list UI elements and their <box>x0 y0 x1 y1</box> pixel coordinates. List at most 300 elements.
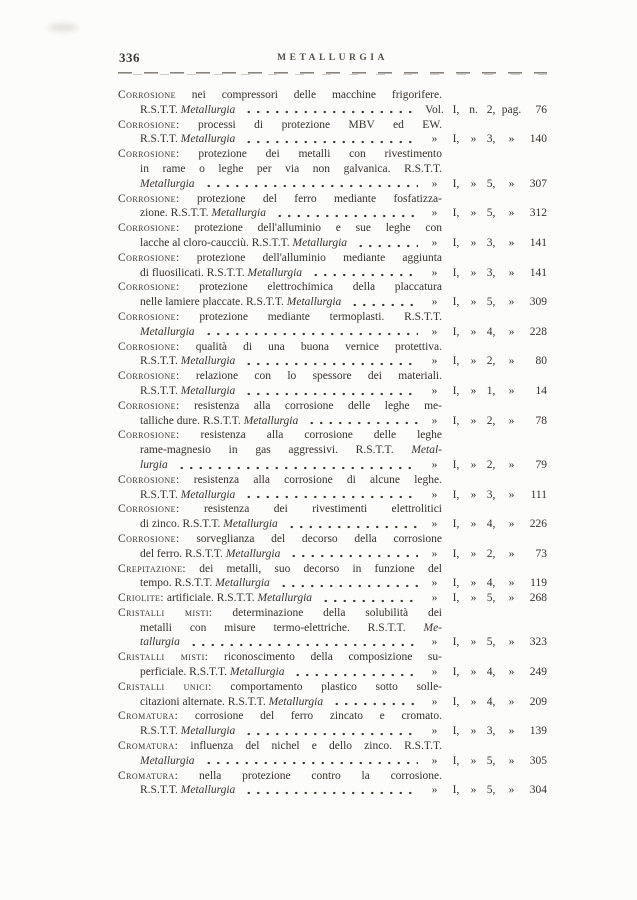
entry-reference <box>421 177 547 192</box>
ref-vol-label: » <box>431 784 438 797</box>
entry-line <box>118 443 442 458</box>
ref-vol-label: » <box>431 592 438 605</box>
entry-text <box>140 635 180 650</box>
text-segment: di fluosilicati. R.S.T.T. <box>140 266 248 279</box>
entry-line <box>118 295 547 310</box>
dot-leader <box>348 295 418 310</box>
ref-issue: 4, <box>486 695 496 708</box>
dot-leader <box>242 354 418 369</box>
entry-term: Cristalli unici: <box>118 680 212 693</box>
text-segment: zione. R.S.T.T. <box>140 207 212 220</box>
entry-line <box>118 473 442 488</box>
ref-vol: I, <box>452 784 460 797</box>
ref-issue: 4, <box>486 325 496 338</box>
entry-text <box>118 280 442 295</box>
ref-page: 73 <box>535 547 547 560</box>
entry-line <box>118 266 547 281</box>
entry-text <box>118 399 442 414</box>
dot-leader <box>309 266 418 281</box>
ref-vol: I, <box>452 414 460 427</box>
text-segment: protezione dell'alluminio mediante aggiunta <box>179 251 442 264</box>
entry-line <box>118 310 442 325</box>
ref-page: 141 <box>529 266 547 279</box>
entry-line <box>118 709 442 724</box>
entry-text <box>140 621 442 636</box>
text-segment: relazione con lo spessore dei materiali. <box>179 370 442 383</box>
entry-text <box>118 147 442 162</box>
text-segment: in rame o leghe per via non galvanica. R.S.T.T. <box>140 162 442 175</box>
entry-text <box>118 650 442 665</box>
ref-vol: I, <box>452 577 460 590</box>
text-segment: dei metalli, suo decorso in funzione del <box>186 562 442 575</box>
index-entry <box>118 88 547 118</box>
ref-page-label: » <box>508 458 515 471</box>
entry-line <box>118 221 442 236</box>
entry-text <box>140 177 195 192</box>
entry-reference <box>421 547 547 562</box>
ref-issue: 3, <box>486 236 496 249</box>
text-segment: R.S.T.T. <box>140 384 181 397</box>
text-segment: resistenza alla corrosione di alcune leghe. <box>179 473 442 486</box>
entry-text <box>118 118 442 133</box>
ref-issue: 4, <box>486 577 496 590</box>
journal-title: Metallurgia <box>211 207 266 220</box>
ref-page: 305 <box>529 754 547 767</box>
ref-issue-label: » <box>470 355 477 368</box>
ref-issue: 4, <box>486 666 496 679</box>
ref-issue-label: » <box>470 636 477 649</box>
journal-title: Metallurgia <box>180 488 236 501</box>
ref-issue: 3, <box>486 725 496 738</box>
ref-vol: I, <box>452 236 460 249</box>
entry-line <box>118 650 442 665</box>
journal-title: Metallurgia <box>215 577 270 590</box>
index-entry <box>118 280 547 310</box>
journal-title: Metallurgia <box>223 518 278 531</box>
entry-line <box>118 547 547 562</box>
ref-vol-label: » <box>431 414 438 427</box>
entry-term: Criolite: <box>118 592 165 605</box>
entry-line <box>118 769 442 784</box>
ref-vol: I, <box>452 177 460 190</box>
text-segment: metalli con misure termo-elettriche. R.S.T.T. <box>140 621 424 634</box>
text-segment: resistenza alla corrosione delle leghe me- <box>179 399 442 412</box>
entry-line <box>118 665 547 680</box>
text-segment: protezione del ferro mediante fosfatizza- <box>179 192 442 205</box>
entry-text <box>118 88 442 103</box>
entry-text <box>118 310 442 325</box>
entry-text <box>118 473 442 488</box>
ref-vol: I, <box>452 695 460 708</box>
ref-vol-label: » <box>431 133 438 146</box>
entry-line <box>118 621 442 636</box>
entry-line <box>118 695 547 710</box>
dot-leader <box>242 724 418 739</box>
ref-page: 307 <box>529 177 547 190</box>
index-entry <box>118 340 547 370</box>
text-segment: nei compressori delle macchine frigorifere. <box>175 89 442 101</box>
journal-title: Metallurgia <box>243 414 299 427</box>
index-entry <box>118 192 547 222</box>
index-entry <box>118 399 547 429</box>
index-entry <box>118 221 547 251</box>
entry-text <box>140 458 168 473</box>
entry-reference <box>421 325 547 340</box>
entry-term: Corrosione: <box>118 532 180 545</box>
text-segment: citazioni alternate. R.S.T.T. <box>140 695 269 708</box>
dot-leader <box>175 458 418 473</box>
entry-line <box>118 354 547 369</box>
dot-leader <box>242 132 418 147</box>
ref-page: 111 <box>530 488 547 501</box>
entry-text <box>118 680 442 695</box>
journal-title: Metallurgia <box>180 725 236 738</box>
journal-title: Metallurgia <box>180 384 236 397</box>
text-segment: artificiale. R.S.T.T. <box>164 592 258 605</box>
entry-text <box>140 384 235 399</box>
entry-line <box>118 325 547 340</box>
entry-term: Cristalli misti: <box>118 606 213 619</box>
entry-line <box>118 680 442 695</box>
ref-vol-label: » <box>431 666 438 679</box>
entry-text <box>118 562 442 577</box>
ref-page: 80 <box>535 355 547 368</box>
ref-page: 228 <box>529 325 547 338</box>
entry-text <box>140 325 195 340</box>
ref-page: 226 <box>529 518 547 531</box>
ref-page-label: » <box>508 518 515 531</box>
entry-line <box>118 280 442 295</box>
entry-reference <box>421 384 547 399</box>
text-segment: nelle lamiere placcate. R.S.T.T. <box>140 296 287 309</box>
entry-reference <box>421 754 547 769</box>
text-segment: determinazione della solubilità dei <box>212 606 442 619</box>
ref-issue-label: » <box>470 577 477 590</box>
ref-issue-label: » <box>470 666 477 679</box>
entry-reference <box>421 783 547 798</box>
ref-page-label: » <box>508 133 515 146</box>
entry-text <box>118 739 442 754</box>
entry-line <box>118 369 442 384</box>
ref-vol-label: » <box>431 458 438 471</box>
text-segment: resistenza dei rivestimenti elettrolitici <box>179 503 442 516</box>
ref-vol-label: » <box>431 296 438 309</box>
ref-issue-label: » <box>470 133 477 146</box>
entry-line <box>118 428 442 443</box>
ref-issue-label: » <box>470 547 477 560</box>
ref-vol: I, <box>452 384 460 397</box>
entry-term: Corrosione <box>118 89 176 101</box>
ref-issue: 5, <box>486 592 496 605</box>
ref-issue-label: » <box>470 518 477 531</box>
ref-page: 312 <box>529 207 547 220</box>
ref-issue: 4, <box>486 518 496 531</box>
entry-text <box>118 709 442 724</box>
ref-vol: I, <box>452 296 460 309</box>
index-entry <box>118 118 547 148</box>
text-segment: rame-magnesio in gas aggressivi. R.S.T.T. <box>140 444 412 457</box>
text-segment: influenza del nichel e dello zinco. R.S.T.T. <box>178 740 442 753</box>
entry-text <box>140 206 266 221</box>
index-entry <box>118 562 547 592</box>
text-segment: protezione dei metalli con rivestimento <box>179 148 442 161</box>
index-entry <box>118 606 547 650</box>
entry-line <box>118 739 442 754</box>
text-segment: protezione mediante termoplasti. R.S.T.T. <box>179 310 442 323</box>
entry-reference <box>421 354 547 369</box>
ref-page: 209 <box>529 695 547 708</box>
dot-leader <box>242 384 418 399</box>
entry-text <box>140 236 347 251</box>
dot-leader <box>285 517 418 532</box>
ref-page: 141 <box>529 236 547 249</box>
ref-vol: I, <box>452 325 460 338</box>
dot-leader <box>202 754 418 769</box>
entry-text <box>140 354 235 369</box>
ref-vol-label: » <box>431 177 438 190</box>
entry-text <box>140 266 302 281</box>
ref-page-label: » <box>508 414 515 427</box>
scan-smudge <box>48 24 78 31</box>
ref-issue: 5, <box>486 754 496 767</box>
entry-term: Corrosione: <box>118 281 180 294</box>
page-header <box>118 50 547 70</box>
ref-page-label: » <box>508 592 515 605</box>
dot-leader <box>202 177 418 192</box>
running-title: METALLURGIA <box>277 53 388 63</box>
ref-page-label: » <box>508 666 515 679</box>
entry-line <box>118 251 442 266</box>
entry-reference <box>421 591 547 606</box>
ref-issue-label: » <box>470 296 477 309</box>
dot-leader <box>305 414 418 429</box>
dot-leader <box>291 665 418 680</box>
ref-page: 304 <box>529 784 547 797</box>
entry-line <box>118 384 547 399</box>
text-segment: protezione dell'alluminio e sue leghe con <box>179 222 442 235</box>
entry-text <box>140 517 278 532</box>
text-segment: processi di protezione MBV ed EW. <box>179 118 442 131</box>
index-entry <box>118 310 547 340</box>
ref-vol-label: » <box>431 547 438 560</box>
ref-issue: 3, <box>486 488 496 501</box>
ref-vol-label: » <box>431 577 438 590</box>
ref-issue-label: » <box>470 384 477 397</box>
entry-term: Corrosione: <box>118 310 180 323</box>
text-segment: sorveglianza del decorso della corrosione <box>179 532 442 545</box>
entry-line <box>118 118 442 133</box>
entry-reference <box>421 695 547 710</box>
entry-text <box>140 783 235 798</box>
index-entry <box>118 650 547 680</box>
entry-line <box>118 517 547 532</box>
ref-page: 78 <box>535 414 547 427</box>
ref-vol: I, <box>452 458 460 471</box>
ref-vol: I, <box>452 547 460 560</box>
ref-page-label: » <box>508 754 515 767</box>
ref-vol: I, <box>452 488 460 501</box>
journal-title: Me- <box>423 621 442 634</box>
ref-vol: I, <box>452 207 460 220</box>
entry-term: Corrosione: <box>118 370 180 383</box>
text-segment: corrosione del ferro zincato e cromato. <box>178 710 442 723</box>
ref-vol-label: » <box>431 384 438 397</box>
ref-vol: I, <box>452 266 460 279</box>
entry-text <box>118 192 442 207</box>
entry-reference <box>421 635 547 650</box>
ref-vol-label: » <box>431 325 438 338</box>
entry-reference <box>421 103 547 118</box>
journal-title: Metallurgia <box>180 133 236 146</box>
entry-line <box>118 162 442 177</box>
journal-title: Metallurgia <box>268 695 324 708</box>
text-segment: R.S.T.T. <box>140 725 181 738</box>
entry-line <box>118 783 547 798</box>
entry-line <box>118 177 547 192</box>
dot-leader <box>202 325 418 340</box>
journal-title: Metallurgia <box>286 296 342 309</box>
text-segment: R.S.T.T. <box>140 488 181 501</box>
entry-text <box>140 162 442 177</box>
entry-text <box>140 576 270 591</box>
entry-text <box>118 532 442 547</box>
ref-issue-label: » <box>470 725 477 738</box>
text-segment: talliche dure. R.S.T.T. <box>140 414 244 427</box>
dot-leader <box>242 103 418 118</box>
page-content <box>118 50 547 798</box>
ref-issue-label: » <box>470 325 477 338</box>
ref-issue: 5, <box>486 636 496 649</box>
ref-vol: I, <box>452 592 460 605</box>
page-number: 336 <box>119 50 140 65</box>
ref-issue: 2, <box>486 355 496 368</box>
ref-issue-label: » <box>470 488 477 501</box>
entry-term: Corrosione: <box>118 340 180 353</box>
entry-term: Corrosione: <box>118 399 180 412</box>
ref-issue: 5, <box>486 207 496 220</box>
entry-text <box>140 665 284 680</box>
entry-line <box>118 606 442 621</box>
journal-title: Metallurgia <box>229 666 285 679</box>
ref-vol-label: » <box>431 518 438 531</box>
journal-title: Metallurgia <box>225 547 281 560</box>
ref-page: 76 <box>535 103 547 116</box>
journal-title: Metallurgia <box>180 355 236 368</box>
entry-line <box>118 88 442 103</box>
ref-vol-label: » <box>431 355 438 368</box>
ref-issue: 5, <box>486 177 496 190</box>
entry-line <box>118 532 442 547</box>
index-entry <box>118 502 547 532</box>
ref-vol: I, <box>452 103 460 116</box>
entry-text <box>140 547 280 562</box>
ref-vol: I, <box>452 725 460 738</box>
entry-text <box>118 502 442 517</box>
journal-title: Metallurgia <box>292 236 348 249</box>
journal-title: Metallurgia <box>140 754 195 767</box>
entry-text <box>118 369 442 384</box>
entry-text <box>140 695 323 710</box>
text-segment: R.S.T.T. <box>140 355 181 368</box>
entry-term: Corrosione: <box>118 473 180 486</box>
text-segment: lacche al cloro-caucciù. R.S.T.T. <box>140 236 293 249</box>
entry-reference <box>421 414 547 429</box>
index-entries <box>118 88 547 798</box>
ref-vol: I, <box>452 355 460 368</box>
text-segment: del ferro. R.S.T.T. <box>140 547 226 560</box>
entry-text <box>140 103 235 118</box>
entry-term: Cromatura: <box>118 740 179 753</box>
ref-issue: 2, <box>486 547 496 560</box>
index-entry <box>118 709 547 739</box>
entry-text <box>140 443 442 458</box>
entry-text <box>118 221 442 236</box>
entry-line <box>118 591 547 606</box>
ref-issue: 1, <box>486 384 496 397</box>
entry-reference <box>421 576 547 591</box>
text-segment: R.S.T.T. <box>140 103 181 116</box>
entry-reference <box>421 206 547 221</box>
entry-line <box>118 754 547 769</box>
entry-reference <box>421 295 547 310</box>
entry-text <box>118 340 442 355</box>
entry-reference <box>421 266 547 281</box>
text-segment: di zinco. R.S.T.T. <box>140 518 224 531</box>
ref-page: 14 <box>535 384 547 397</box>
ref-page-label: » <box>508 236 515 249</box>
index-entry <box>118 428 547 472</box>
entry-reference <box>421 517 547 532</box>
entry-line <box>118 724 547 739</box>
journal-title: Metallurgia <box>257 592 313 605</box>
entry-term: Corrosione: <box>118 251 180 264</box>
entry-line <box>118 192 442 207</box>
ref-issue-label: » <box>470 236 477 249</box>
ref-page-label: pag. <box>501 103 522 116</box>
entry-text <box>118 769 442 784</box>
entry-line <box>118 399 442 414</box>
dot-leader <box>287 547 418 562</box>
entry-reference <box>421 132 547 147</box>
ref-page: 140 <box>529 133 547 146</box>
index-entry <box>118 147 547 191</box>
journal-title: Metallurgia <box>140 325 195 338</box>
ref-page-label: » <box>508 695 515 708</box>
ref-issue: 5, <box>486 784 496 797</box>
ref-vol: I, <box>452 754 460 767</box>
entry-text <box>140 414 298 429</box>
ref-issue: 2, <box>486 458 496 471</box>
ref-page: 249 <box>529 666 547 679</box>
entry-line <box>118 206 547 221</box>
dot-leader <box>187 635 418 650</box>
ref-page-label: » <box>508 207 515 220</box>
ref-issue: 3, <box>486 266 496 279</box>
journal-title: Metallurgia <box>247 266 303 279</box>
journal-title: lurgia <box>140 458 168 471</box>
entry-reference <box>421 488 547 503</box>
ref-page-label: » <box>508 636 515 649</box>
ref-page-label: » <box>508 384 515 397</box>
index-entry <box>118 473 547 503</box>
entry-term: Corrosione: <box>118 118 180 131</box>
text-segment: resistenza alla corrosione delle leghe <box>179 429 442 442</box>
index-entry <box>118 739 547 769</box>
entry-line <box>118 103 547 118</box>
ref-issue-label: » <box>470 458 477 471</box>
entry-text <box>118 428 442 443</box>
text-segment: riconoscimento della composizione su- <box>208 651 442 664</box>
